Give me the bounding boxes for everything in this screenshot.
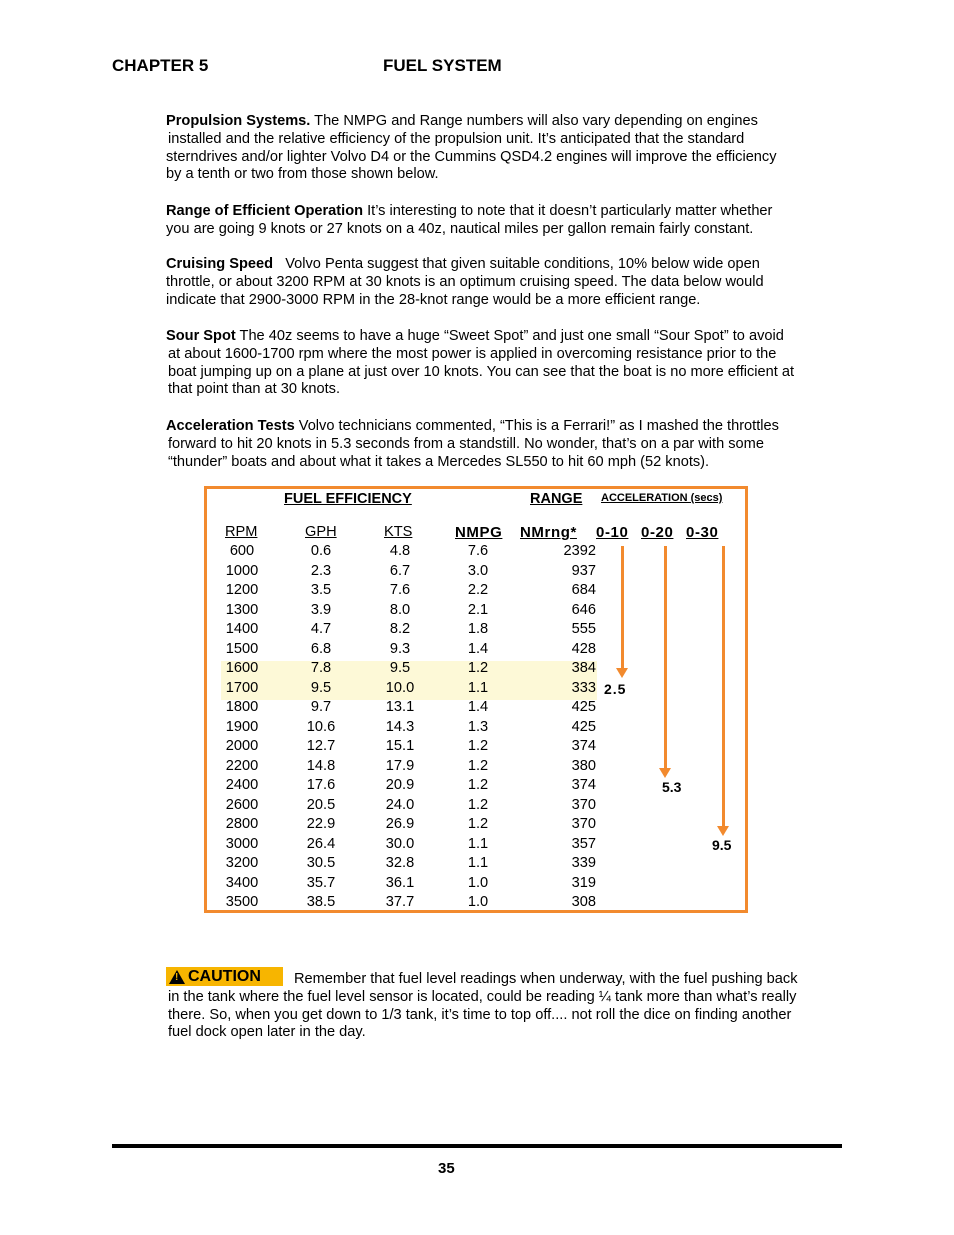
table-cell-kts: 8.2 bbox=[389, 621, 411, 637]
chapter-label: CHAPTER 5 bbox=[112, 56, 209, 75]
table-cell-rpm: 2600 bbox=[225, 796, 259, 813]
page-number: 35 bbox=[438, 1160, 455, 1177]
table-cell-nmpg: 2.2 bbox=[467, 582, 489, 598]
table-cell-gph: 22.9 bbox=[306, 816, 336, 832]
chapter-title: FUEL SYSTEM bbox=[383, 56, 502, 75]
col-header-gph: GPH bbox=[305, 524, 337, 540]
paragraph-propulsion: Propulsion Systems. The NMPG and Range numbers will also vary depending on engines installed and the relative efficiency of the propulsion unit. It’s anticipated that the standard sterndrives and/or lighter Volvo D4 or the Cummins QSD4.2 engines will improve the efficiency by a tenth or two from those shown below. bbox=[166, 113, 777, 183]
para-heading: Cruising Speed bbox=[166, 256, 274, 272]
table-cell-kts: 10.0 bbox=[385, 679, 415, 696]
table-cell-nmrng: 370 bbox=[571, 816, 596, 832]
table-cell-gph: 7.8 bbox=[310, 660, 332, 676]
accel-arrow-0-30 bbox=[722, 546, 725, 826]
table-cell-nmrng: 380 bbox=[571, 757, 596, 774]
table-cell-gph: 10.6 bbox=[306, 718, 336, 735]
para-heading: Range of Efficient Operation bbox=[166, 203, 364, 219]
table-cell-nmpg: 1.3 bbox=[467, 718, 489, 735]
table-cell-kts: 9.3 bbox=[389, 640, 411, 657]
paragraph-acceleration: Acceleration Tests Volvo technicians commented, “This is a Ferrari!” as I mashed the throttles forward to hit 20 knots in 5.3 seconds from a standstill. No wonder, that’s on a par with some “thunder” boats and about what it takes a Mercedes SL550 to hit 60 mph (52 knots). bbox=[166, 418, 779, 470]
table-cell-gph: 2.3 bbox=[310, 562, 332, 579]
table-cell-nmrng: 428 bbox=[571, 640, 596, 657]
col-header-rpm: RPM bbox=[225, 524, 258, 540]
paragraph-sour-spot: Sour Spot The 40z seems to have a huge “Sweet Spot” and just one small “Sour Spot” to avoid at about 1600-1700 rpm where the most power is applied in overcoming resistance prior to the boat jumping up on a plane at just over 10 knots. You can see that the boat is no more efficient at that point than at 30 knots. bbox=[166, 328, 795, 398]
table-cell-rpm: 1000 bbox=[225, 562, 259, 579]
table-cell-kts: 13.1 bbox=[385, 699, 415, 715]
table-cell-gph: 4.7 bbox=[310, 621, 332, 637]
table-cell-nmpg: 1.0 bbox=[467, 874, 489, 891]
table-cell-rpm: 3500 bbox=[225, 894, 259, 910]
table-cell-nmrng: 425 bbox=[571, 718, 596, 735]
table-cell-nmrng: 684 bbox=[571, 582, 596, 598]
col-header-kts: KTS bbox=[384, 524, 413, 540]
table-cell-kts: 32.8 bbox=[385, 855, 415, 871]
accel-arrow-0-10 bbox=[621, 546, 624, 668]
table-cell-nmrng: 319 bbox=[571, 874, 596, 891]
table-cell-kts: 36.1 bbox=[385, 874, 415, 891]
table-cell-rpm: 3000 bbox=[225, 835, 259, 852]
arrow-head-icon bbox=[616, 668, 628, 678]
table-cell-nmrng: 937 bbox=[571, 562, 596, 579]
table-cell-nmrng: 370 bbox=[571, 796, 596, 813]
accel-value-0-30: 9.5 bbox=[712, 837, 732, 853]
table-cell-kts: 6.7 bbox=[389, 562, 411, 579]
para-heading: Acceleration Tests bbox=[166, 418, 295, 434]
paragraph-range: Range of Efficient Operation It’s interesting to note that it doesn’t particularly matter whether you are going 9 knots or 27 knots on a 40z, nautical miles per gallon remain fairly constant. bbox=[166, 203, 773, 237]
table-cell-gph: 3.5 bbox=[310, 582, 332, 598]
table-cell-kts: 37.7 bbox=[385, 894, 415, 910]
table-cell-gph: 17.6 bbox=[306, 777, 336, 793]
table-cell-gph: 9.5 bbox=[310, 679, 332, 696]
table-cell-gph: 9.7 bbox=[310, 699, 332, 715]
table-cell-gph: 12.7 bbox=[306, 738, 336, 754]
table-cell-kts: 4.8 bbox=[389, 543, 411, 559]
table-cell-rpm: 1400 bbox=[225, 621, 259, 637]
table-cell-nmpg: 1.1 bbox=[467, 679, 489, 696]
table-cell-nmpg: 1.0 bbox=[467, 894, 489, 910]
table-cell-nmpg: 1.1 bbox=[467, 835, 489, 852]
table-cell-gph: 30.5 bbox=[306, 855, 336, 871]
table-cell-kts: 20.9 bbox=[385, 777, 415, 793]
arrow-head-icon bbox=[717, 826, 729, 836]
table-cell-nmpg: 1.8 bbox=[467, 621, 489, 637]
table-cell-rpm: 3200 bbox=[225, 855, 259, 871]
table-cell-nmrng: 384 bbox=[571, 660, 596, 676]
table-cell-kts: 17.9 bbox=[385, 757, 415, 774]
table-cell-rpm: 2400 bbox=[225, 777, 259, 793]
table-cell-gph: 6.8 bbox=[310, 640, 332, 657]
table-cell-kts: 9.5 bbox=[389, 660, 411, 676]
table-cell-nmpg: 3.0 bbox=[467, 562, 489, 579]
footer-rule bbox=[112, 1144, 842, 1148]
table-cell-nmpg: 1.4 bbox=[467, 640, 489, 657]
table-cell-gph: 20.5 bbox=[306, 796, 336, 813]
col-header-nmrng: NMrng* bbox=[520, 524, 577, 541]
table-cell-kts: 24.0 bbox=[385, 796, 415, 813]
caution-badge: ! CAUTION bbox=[166, 967, 283, 986]
table-cell-rpm: 2800 bbox=[225, 816, 259, 832]
table-cell-nmpg: 1.2 bbox=[467, 816, 489, 832]
table-cell-rpm: 3400 bbox=[225, 874, 259, 891]
table-cell-kts: 15.1 bbox=[385, 738, 415, 754]
paragraph-cruising: Cruising Speed Volvo Penta suggest that given suitable conditions, 10% below wide open throttle, or about 3200 RPM at 30 knots is an optimum cruising speed. The data below would indicate that 2900-3000 RPM in the 28-knot range would be a more efficient range. bbox=[166, 256, 764, 308]
table-cell-rpm: 1500 bbox=[225, 640, 259, 657]
table-cell-nmpg: 1.2 bbox=[467, 757, 489, 774]
table-cell-rpm: 1700 bbox=[225, 679, 259, 696]
arrow-head-icon bbox=[659, 768, 671, 778]
table-cell-nmrng: 339 bbox=[571, 855, 596, 871]
table-cell-kts: 26.9 bbox=[385, 816, 415, 832]
table-cell-nmpg: 1.1 bbox=[467, 855, 489, 871]
group-header-range: RANGE bbox=[530, 491, 583, 507]
group-header-fuel: FUEL EFFICIENCY bbox=[284, 491, 412, 507]
table-cell-nmpg: 2.1 bbox=[467, 601, 489, 618]
table-cell-rpm: 1600 bbox=[225, 660, 259, 676]
table-cell-gph: 3.9 bbox=[310, 601, 332, 618]
table-cell-nmrng: 555 bbox=[571, 621, 596, 637]
col-header-nmpg: NMPG bbox=[455, 524, 503, 541]
table-cell-nmpg: 1.4 bbox=[467, 699, 489, 715]
accel-value-0-10: 2.5 bbox=[604, 681, 627, 697]
table-cell-nmpg: 1.2 bbox=[467, 777, 489, 793]
table-cell-rpm: 600 bbox=[229, 543, 255, 559]
table-cell-gph: 0.6 bbox=[310, 543, 332, 559]
table-cell-nmrng: 333 bbox=[571, 679, 596, 696]
table-cell-rpm: 2000 bbox=[225, 738, 259, 754]
table-cell-nmpg: 1.2 bbox=[467, 738, 489, 754]
table-cell-nmrng: 374 bbox=[571, 738, 596, 754]
table-cell-nmrng: 374 bbox=[571, 777, 596, 793]
table-cell-gph: 35.7 bbox=[306, 874, 336, 891]
table-cell-rpm: 1800 bbox=[225, 699, 259, 715]
table-cell-nmrng: 425 bbox=[571, 699, 596, 715]
warning-icon: ! bbox=[169, 970, 185, 984]
table-cell-nmpg: 1.2 bbox=[467, 660, 489, 676]
table-cell-gph: 38.5 bbox=[306, 894, 336, 910]
table-cell-nmpg: 7.6 bbox=[467, 543, 489, 559]
table-cell-gph: 26.4 bbox=[306, 835, 336, 852]
table-cell-rpm: 2200 bbox=[225, 757, 259, 774]
table-cell-kts: 7.6 bbox=[389, 582, 411, 598]
table-cell-kts: 30.0 bbox=[385, 835, 415, 852]
col-header-0-20: 0-20 bbox=[641, 524, 674, 541]
table-cell-gph: 14.8 bbox=[306, 757, 336, 774]
para-heading: Sour Spot bbox=[166, 328, 236, 344]
table-cell-rpm: 1900 bbox=[225, 718, 259, 735]
table-cell-nmrng: 646 bbox=[571, 601, 596, 618]
accel-arrow-0-20 bbox=[664, 546, 667, 768]
para-heading: Propulsion Systems. bbox=[166, 113, 311, 129]
accel-value-0-20: 5.3 bbox=[662, 779, 682, 795]
caution-text: Remember that fuel level readings when underway, with the fuel pushing back in the tank where the fuel level sensor is located, could be reading ¼ tank more than what’s really there. So, when you get down to 1/3 tank, it’s time to top off.... not roll the dice on finding another fuel dock open later in the day. bbox=[168, 971, 798, 1041]
table-cell-nmpg: 1.2 bbox=[467, 796, 489, 813]
table-cell-kts: 14.3 bbox=[385, 718, 415, 735]
table-cell-kts: 8.0 bbox=[389, 601, 411, 618]
table-cell-rpm: 1300 bbox=[225, 601, 259, 618]
table-cell-nmrng: 2392 bbox=[563, 543, 596, 559]
group-header-acceleration: ACCELERATION (secs) bbox=[601, 492, 723, 504]
table-cell-nmrng: 357 bbox=[571, 835, 596, 852]
table-cell-rpm: 1200 bbox=[225, 582, 259, 598]
col-header-0-30: 0-30 bbox=[686, 524, 719, 541]
col-header-0-10: 0-10 bbox=[596, 524, 629, 541]
table-cell-nmrng: 308 bbox=[571, 894, 596, 910]
